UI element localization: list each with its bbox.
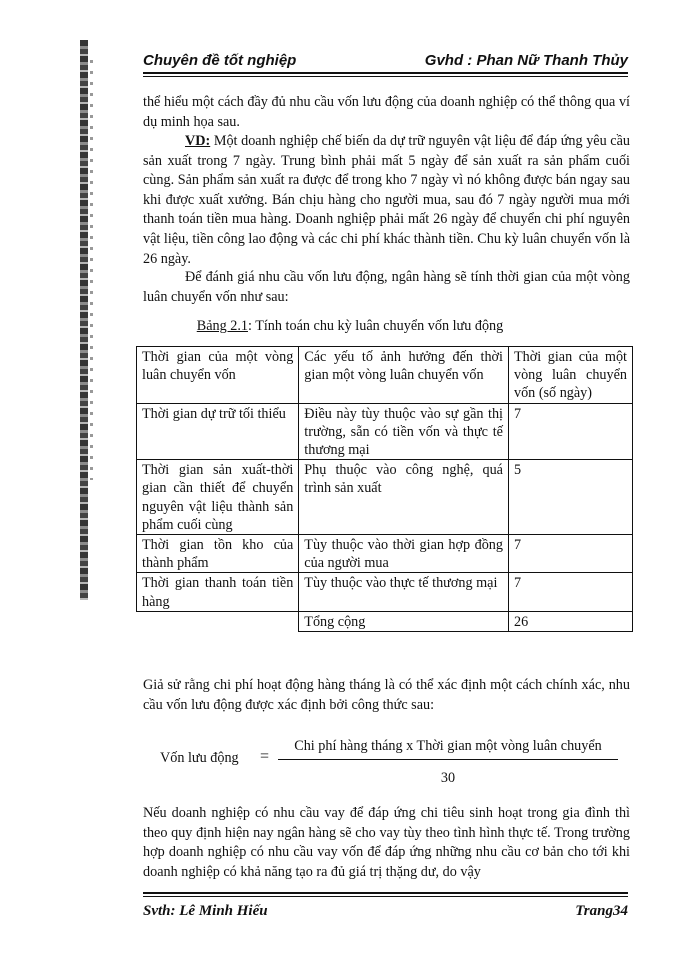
table-total-value: 26 (508, 611, 632, 631)
example-label: VD: (185, 133, 211, 149)
header-rule-thin (143, 76, 628, 77)
table-header-row (137, 347, 633, 404)
table-cell: 5 (508, 460, 632, 535)
table-row (137, 573, 633, 611)
table-caption (0, 318, 700, 335)
scan-edge-artifact-2 (90, 60, 93, 480)
formula-left-side: Vốn lưu động (160, 750, 239, 766)
table-cell: 7 (508, 535, 632, 573)
intro-paragraph: thể hiểu một cách đầy đủ nhu cầu vốn lưu động của doanh nghiệp có thể thông qua ví dụ minh họa sau. (143, 94, 630, 130)
table-cell: Thời gian tồn kho của thành phẩm (137, 535, 299, 573)
header-title: Chuyên đề tốt nghiệp (143, 52, 297, 69)
table-cell: Thời gian dự trữ tối thiểu (137, 403, 299, 460)
table-row (137, 403, 633, 460)
method-paragraph: Để đánh giá nhu cầu vốn lưu động, ngân hàng sẽ tính thời gian của một vòng luân chuyển vốn như sau: (143, 269, 630, 305)
table-header-cell: Thời gian của một vòng luân chuyển vốn (số ngày) (508, 347, 632, 404)
formula-numerator: Chi phí hàng tháng x Thời gian một vòng luân chuyển (294, 738, 602, 754)
example-paragraph (143, 132, 630, 269)
assumption-paragraph: Giả sử rằng chi phí hoạt động hàng tháng là có thể xác định một cách chính xác, nhu cầu vốn lưu động được xác định bởi công thức sau: (143, 677, 630, 713)
table-total-row (137, 611, 633, 631)
formula-denominator: 30 (440, 770, 456, 786)
formula-fraction-bar (278, 759, 618, 760)
table-header-cell: Thời gian của một vòng luân chuyển vốn (137, 347, 299, 404)
footer-rule-thin (143, 896, 628, 897)
table-cell: Thời gian sản xuất-thời gian cần thiết để chuyển nguyên vật liệu thành sản phẩm cuối cùng (137, 460, 299, 535)
page-header (143, 52, 628, 74)
footer-rule (143, 892, 628, 894)
table-empty-cell (137, 611, 299, 631)
table-caption-label: Bảng 2.1 (196, 318, 248, 334)
formula-equals: = (260, 748, 270, 765)
table-cell: Điều này tùy thuộc vào sự gần thị trường, sẵn có tiền vốn và thực tế thương mại (299, 403, 509, 460)
page-footer (143, 903, 628, 925)
loan-paragraph: Nếu doanh nghiệp có nhu cầu vay để đáp ứng chi tiêu sinh hoạt trong gia đình thì theo quy định hiện nay ngân hàng sẽ cho vay tùy theo tình hình thực tế. Trong trường hợp doanh nghiệp có nhu cầu vay vốn để đáp ứng những nhu cầu cơ bản cho tới khi doanh nghiệp có khả năng tạo ra đủ giá trị thặng dư, do vậy (143, 805, 630, 880)
page-number: Trang34 (575, 903, 628, 919)
table-total-label: Tổng cộng (299, 611, 509, 631)
header-rule (143, 72, 628, 74)
table-cell: Thời gian thanh toán tiền hàng (137, 573, 299, 611)
table-cell: Tùy thuộc vào thời gian hợp đồng của người mua (299, 535, 509, 573)
footer-author: Svth: Lê Minh Hiếu (143, 903, 268, 919)
example-text: Một doanh nghiệp chế biến da dự trữ nguyên vật liệu để đáp ứng yêu cầu sản xuất trong 7 ngày. Trung bình phải mất 5 ngày để sản xuất ra sản phẩm cuối cùng. Sản phẩm sản xuất ra được để trong kho 7 ngày vì nó không được bán ngay sau khi được xuất xưởng. Bán chịu hàng cho người mua, sau đó 7 ngày người mua mới thanh toán tiền mua hàng. Doanh nghiệp phải mất 26 ngày để chuyển chi phí nguyên vật liệu, tiền công lao động và các chi phí khác thành tiền. Chu kỳ luân chuyển vốn là 26 ngày. (143, 133, 630, 267)
table-row (137, 535, 633, 573)
table-cell: Phụ thuộc vào công nghệ, quá trình sản xuất (299, 460, 509, 535)
table-header-cell: Các yếu tố ảnh hưởng đến thời gian một vòng luân chuyển vốn (299, 347, 509, 404)
table-cell: Tùy thuộc vào thực tế thương mại (299, 573, 509, 611)
table-cell: 7 (508, 573, 632, 611)
table-cell: 7 (508, 403, 632, 460)
cycle-table (136, 346, 633, 632)
table-caption-text: : Tính toán chu kỳ luân chuyển vốn lưu động (247, 318, 504, 334)
table-row (137, 460, 633, 535)
header-advisor: Gvhd : Phan Nữ Thanh Thủy (424, 52, 628, 69)
